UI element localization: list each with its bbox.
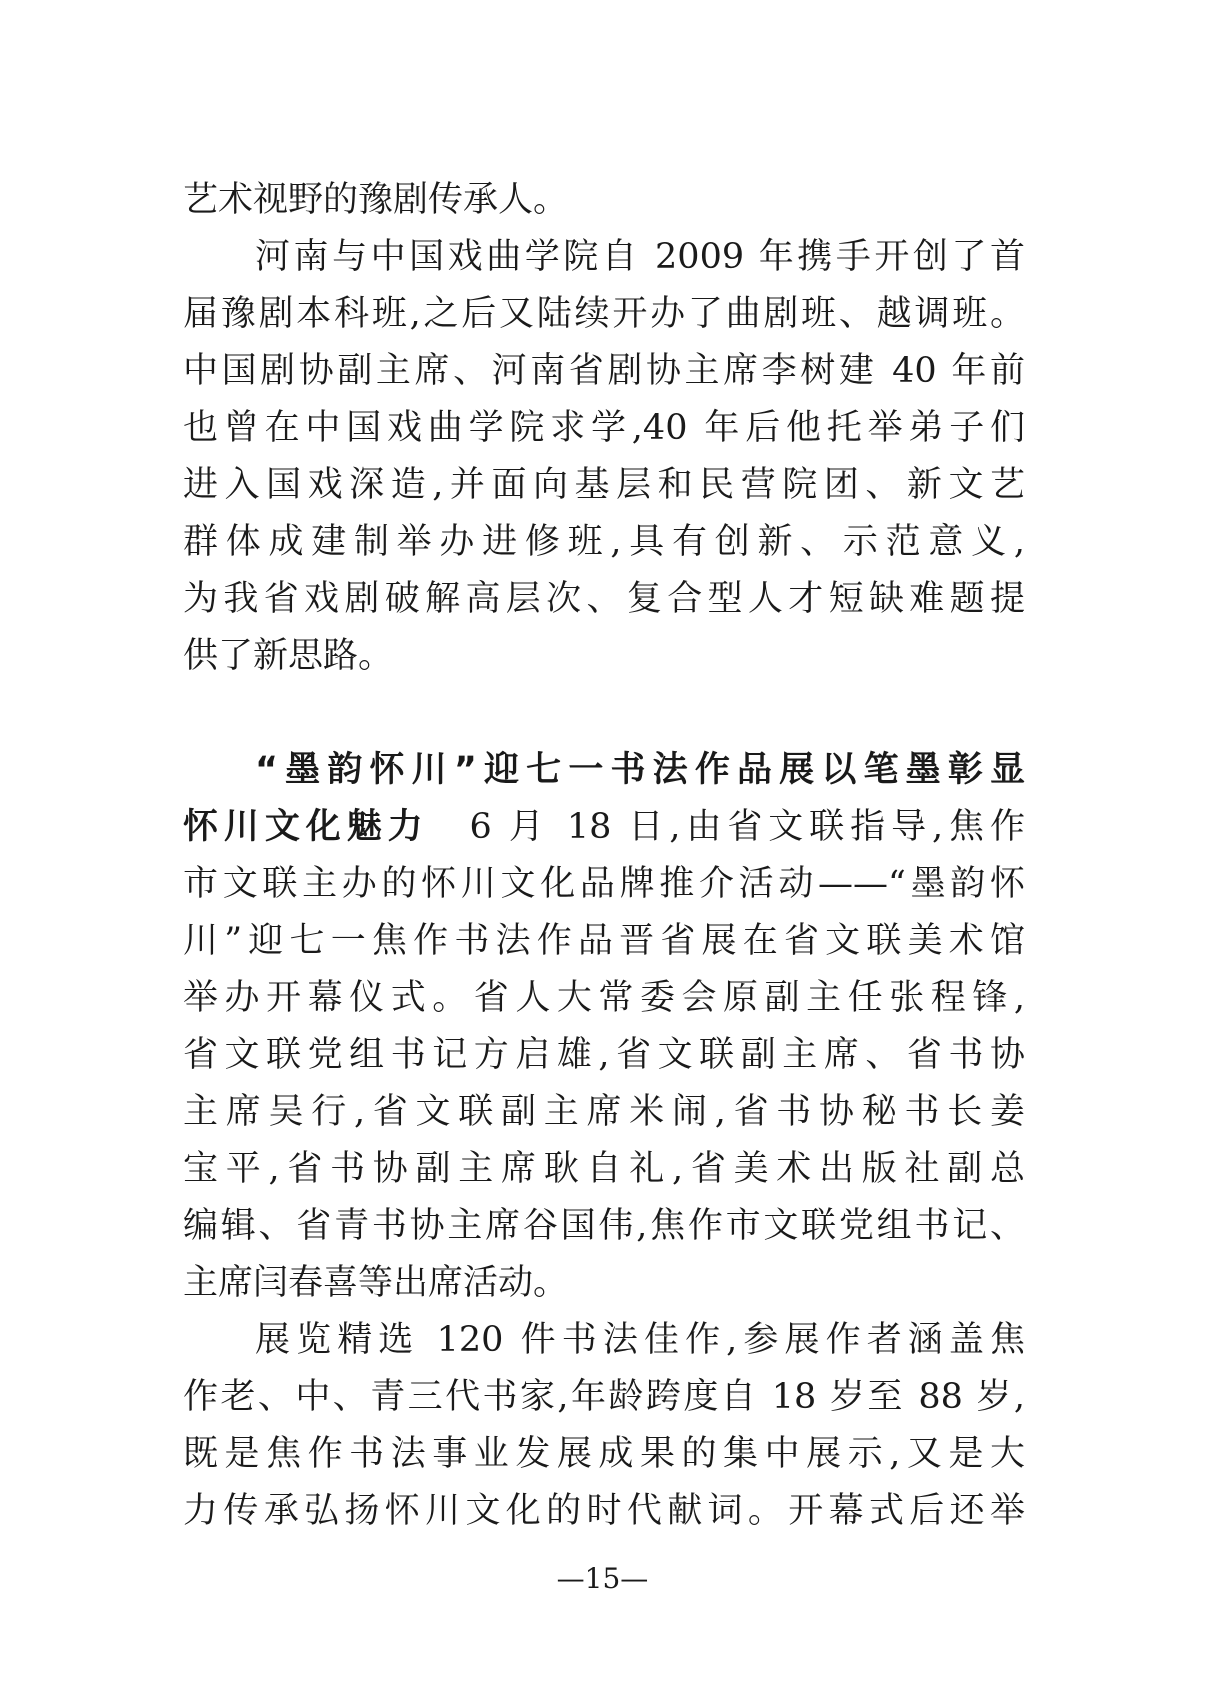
text-line [183,463,1025,507]
text-line [183,1375,1025,1419]
text-line [255,235,1025,279]
text-line [255,748,1025,792]
body-text: 为我省戏剧破解高层次、复合型人才短缺难题提 [183,579,1025,619]
text-line [183,1090,1025,1134]
text-line [183,976,1025,1020]
body-text: 主席吴行,省文联副主席米闹,省书协秘书长姜 [183,1092,1025,1132]
body-text: 川”迎七一焦作书法作品晋省展在省文联美术馆 [183,921,1025,961]
text-line [255,1318,1025,1362]
body-text: 艺术视野的豫剧传承人。 [183,180,569,220]
body-text: 也曾在中国戏曲学院求学,40 年后他托举弟子们 [183,408,1025,448]
body-text: 展览精选 120 件书法佳作,参展作者涵盖焦 [255,1320,1025,1360]
body-text: 届豫剧本科班,之后又陆续开办了曲剧班、越调班。 [183,294,1025,334]
body-text: 河南与中国戏曲学院自 2009 年携手开创了首 [255,237,1025,277]
body-text: 市文联主办的怀川文化品牌推介活动——“墨韵怀 [183,864,1025,904]
text-line [183,1489,1025,1533]
text-line [183,634,1025,678]
text-line [183,1432,1025,1476]
text-line [183,292,1025,336]
headline-text: 怀川文化魅力 [183,807,429,847]
text-line [183,577,1025,621]
text-line [183,178,1025,222]
text-line [183,805,1025,849]
body-text: 编辑、省青书协主席谷国伟,焦作市文联党组书记、 [183,1206,1025,1246]
body-text: 省文联党组书记方启雄,省文联副主席、省书协 [183,1035,1025,1075]
text-line [183,1147,1025,1191]
body-text: 群体成建制举办进修班,具有创新、示范意义, [183,522,1025,562]
body-text: 举办开幕仪式。省人大常委会原副主任张程锋, [183,978,1025,1018]
text-line [183,1204,1025,1248]
page-number: —15— [556,1562,649,1595]
text-line [183,406,1025,450]
body-text: 主席闫春喜等出席活动。 [183,1263,569,1303]
text-line [183,862,1025,906]
body-text: 供了新思路。 [183,636,394,676]
body-text: 作老、中、青三代书家,年龄跨度自 18 岁至 88 岁, [183,1377,1025,1417]
body-text: 中国剧协副主席、河南省剧协主席李树建 40 年前 [183,351,1025,391]
body-text: 进入国戏深造,并面向基层和民营院团、新文艺 [183,465,1025,505]
text-line [183,520,1025,564]
text-line [183,1033,1025,1077]
body-text: 既是焦作书法事业发展成果的集中展示,又是大 [183,1434,1025,1474]
headline-text: “墨韵怀川”迎七一书法作品展以笔墨彰显 [255,750,1025,790]
text-line [183,919,1025,963]
body-text: 宝平,省书协副主席耿自礼,省美术出版社副总 [183,1149,1025,1189]
body-text: 力传承弘扬怀川文化的时代献词。开幕式后还举 [183,1491,1025,1531]
body-text: 6 月 18 日,由省文联指导,焦作 [428,807,1025,847]
text-line [183,349,1025,393]
text-line [183,1261,1025,1305]
